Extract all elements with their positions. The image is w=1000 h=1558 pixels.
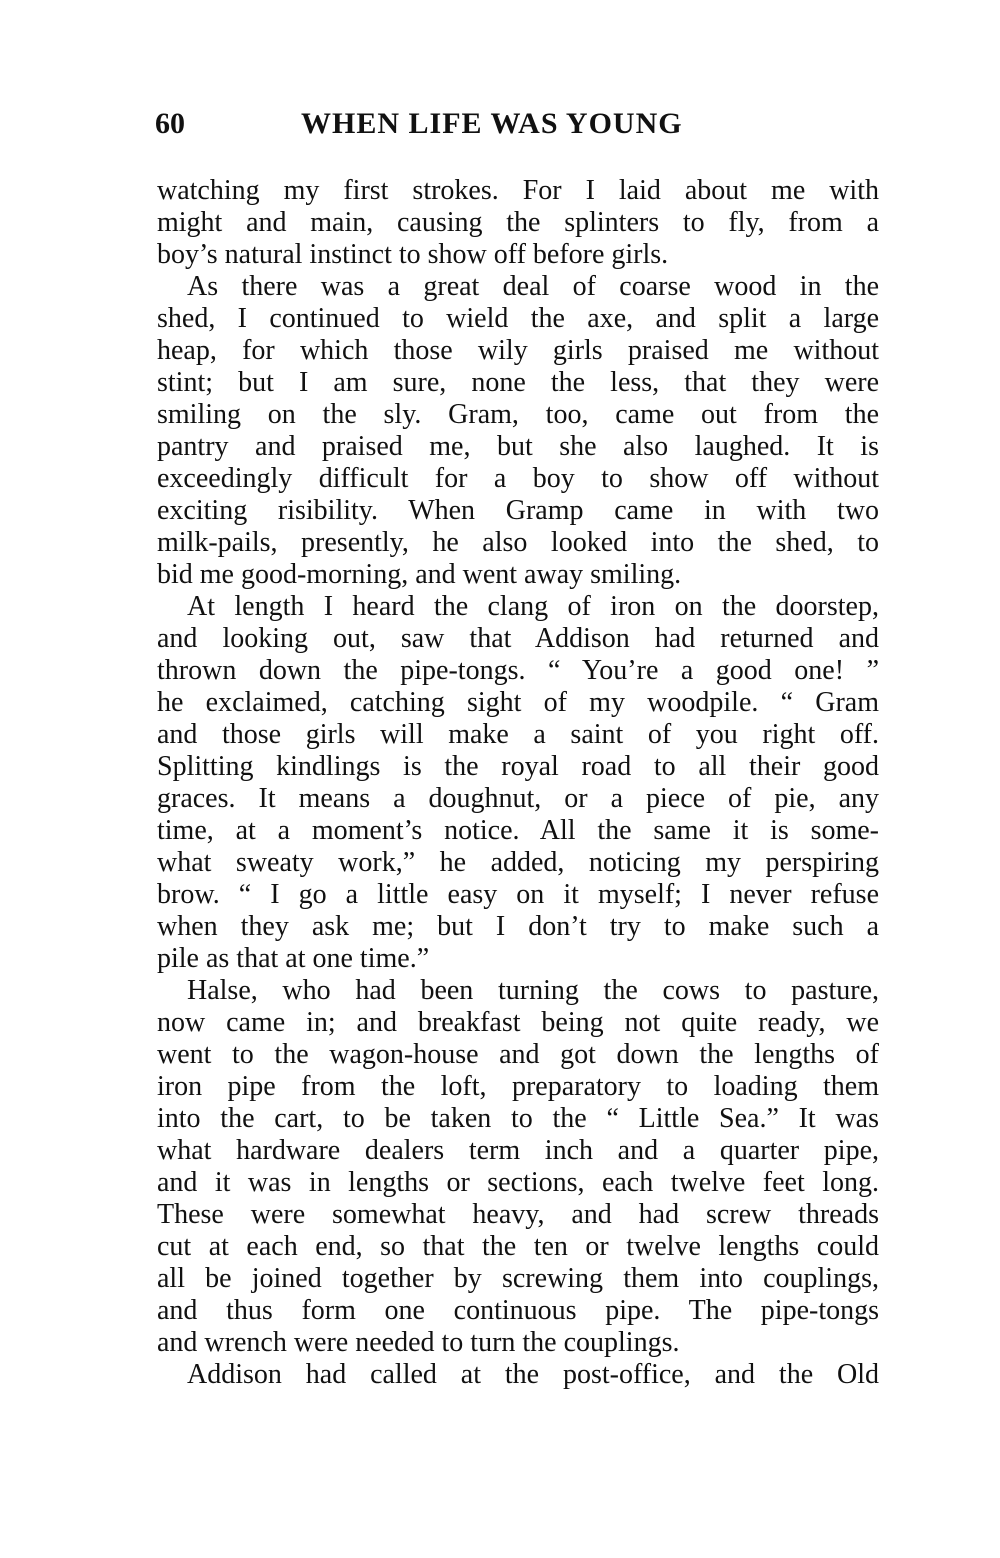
- text-line: and it was in lengths or sections, each twelve feet long.: [157, 1167, 879, 1198]
- text-line: As there was a great deal of coarse wood in the: [187, 271, 879, 302]
- text-line: Splitting kindlings is the royal road to all their good: [157, 751, 879, 782]
- text-line: what hardware dealers term inch and a quarter pipe,: [157, 1135, 879, 1166]
- text-line: now came in; and breakfast being not quite ready, we: [157, 1007, 879, 1038]
- text-line: exceedingly difficult for a boy to show off without: [157, 463, 879, 494]
- text-line: cut at each end, so that the ten or twelve lengths could: [157, 1231, 879, 1262]
- text-line: iron pipe from the loft, preparatory to loading them: [157, 1071, 879, 1102]
- text-line: heap, for which those wily girls praised me without: [157, 335, 879, 366]
- text-line: all be joined together by screwing them into couplings,: [157, 1263, 879, 1294]
- text-line: and looking out, saw that Addison had returned and: [157, 623, 879, 654]
- running-title: WHEN LIFE WAS YOUNG: [301, 107, 683, 140]
- text-line: Halse, who had been turning the cows to pasture,: [187, 975, 879, 1006]
- text-line: time, at a moment’s notice. All the same it is some-: [157, 815, 879, 846]
- text-line: might and main, causing the splinters to fly, from a: [157, 207, 879, 238]
- text-line: and thus form one continuous pipe. The pipe-tongs: [157, 1295, 879, 1326]
- body-text: [157, 175, 879, 1391]
- text-line: boy’s natural instinct to show off before girls.: [157, 239, 669, 270]
- text-line: and wrench were needed to turn the couplings.: [157, 1327, 680, 1358]
- text-line: what sweaty work,” he added, noticing my perspiring: [157, 847, 879, 878]
- text-line: stint; but I am sure, none the less, that they were: [157, 367, 879, 398]
- text-line: when they ask me; but I don’t try to make such a: [157, 911, 879, 942]
- running-head: [155, 104, 885, 144]
- text-line: shed, I continued to wield the axe, and split a large: [157, 303, 879, 334]
- text-line: graces. It means a doughnut, or a piece of pie, any: [157, 783, 879, 814]
- text-line: watching my first strokes. For I laid about me with: [157, 175, 879, 206]
- text-line: pantry and praised me, but she also laughed. It is: [157, 431, 879, 462]
- text-line: Addison had called at the post-office, and the Old: [187, 1359, 879, 1390]
- text-line: smiling on the sly. Gram, too, came out from the: [157, 399, 879, 430]
- text-line: and those girls will make a saint of you right off.: [157, 719, 879, 750]
- text-line: These were somewhat heavy, and had screw threads: [157, 1199, 879, 1230]
- text-line: At length I heard the clang of iron on the doorstep,: [187, 591, 879, 622]
- text-line: into the cart, to be taken to the “ Little Sea.” It was: [157, 1103, 879, 1134]
- page-number: 60: [155, 107, 185, 140]
- text-line: bid me good-morning, and went away smiling.: [157, 559, 682, 590]
- text-line: exciting risibility. When Gramp came in with two: [157, 495, 879, 526]
- text-line: thrown down the pipe-tongs. “ You’re a good one! ”: [157, 655, 879, 686]
- text-line: went to the wagon-house and got down the lengths of: [157, 1039, 879, 1070]
- text-line: he exclaimed, catching sight of my woodpile. “ Gram: [157, 687, 879, 718]
- text-line: pile as that at one time.”: [157, 943, 430, 974]
- text-line: brow. “ I go a little easy on it myself; I never refuse: [157, 879, 879, 910]
- text-line: milk-pails, presently, he also looked into the shed, to: [157, 527, 879, 558]
